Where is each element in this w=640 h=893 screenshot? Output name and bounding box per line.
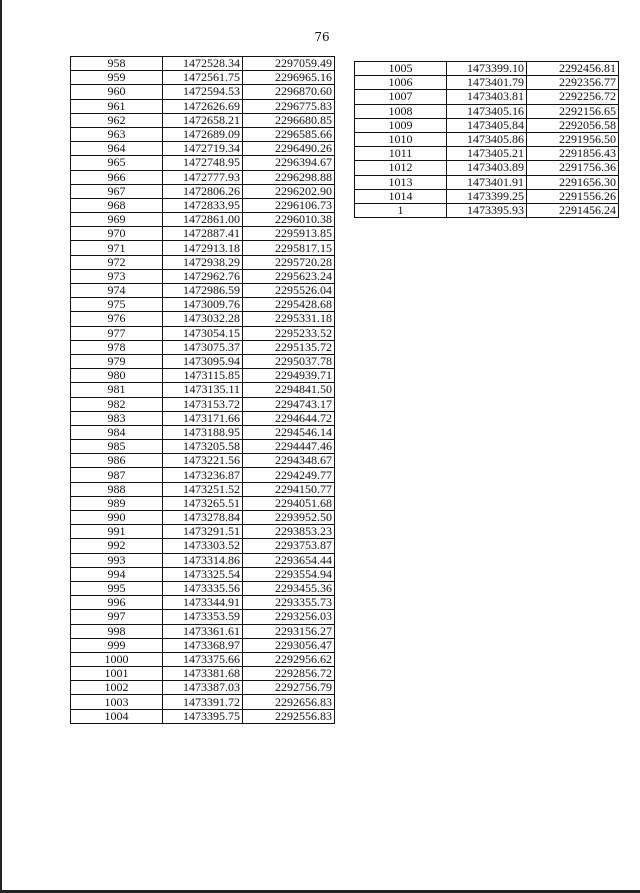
- point-number-cell: 982: [71, 397, 163, 411]
- point-number-cell: 964: [71, 142, 163, 156]
- table-row: [355, 161, 619, 175]
- point-number-cell: 971: [71, 241, 163, 255]
- point-number-cell: 963: [71, 127, 163, 141]
- table-row: [71, 354, 335, 368]
- x-coordinate-cell: 1472938.29: [163, 255, 243, 269]
- x-coordinate-cell: 1473391.72: [163, 695, 243, 709]
- x-coordinate-cell: 1473278.84: [163, 511, 243, 525]
- point-number-cell: 975: [71, 298, 163, 312]
- table-row: [71, 425, 335, 439]
- point-number-cell: 973: [71, 269, 163, 283]
- point-number-cell: 966: [71, 170, 163, 184]
- y-coordinate-cell: 2292756.79: [243, 681, 335, 695]
- x-coordinate-cell: 1473303.52: [163, 539, 243, 553]
- y-coordinate-cell: 2291456.24: [527, 203, 619, 217]
- x-coordinate-cell: 1473205.58: [163, 440, 243, 454]
- x-coordinate-cell: 1472913.18: [163, 241, 243, 255]
- x-coordinate-cell: 1472626.69: [163, 99, 243, 113]
- point-number-cell: 968: [71, 198, 163, 212]
- y-coordinate-cell: 2293654.44: [243, 553, 335, 567]
- point-number-cell: 989: [71, 496, 163, 510]
- table-row: [71, 454, 335, 468]
- x-coordinate-cell: 1473265.51: [163, 496, 243, 510]
- point-number-cell: 972: [71, 255, 163, 269]
- y-coordinate-cell: 2291556.26: [527, 189, 619, 203]
- x-coordinate-cell: 1472861.00: [163, 213, 243, 227]
- y-coordinate-cell: 2295135.72: [243, 340, 335, 354]
- point-number-cell: 984: [71, 425, 163, 439]
- y-coordinate-cell: 2295720.28: [243, 255, 335, 269]
- table-row: [355, 90, 619, 104]
- y-coordinate-cell: 2293256.03: [243, 610, 335, 624]
- x-coordinate-cell: 1473171.66: [163, 411, 243, 425]
- table-row: [71, 198, 335, 212]
- table-row: [71, 539, 335, 553]
- x-coordinate-cell: 1472658.21: [163, 113, 243, 127]
- table-row: [71, 440, 335, 454]
- table-row: [71, 567, 335, 581]
- coordinates-table-right-body: [355, 62, 619, 218]
- table-row: [71, 170, 335, 184]
- x-coordinate-cell: 1473153.72: [163, 397, 243, 411]
- x-coordinate-cell: 1473054.15: [163, 326, 243, 340]
- table-row: [71, 142, 335, 156]
- table-row: [71, 709, 335, 723]
- table-row: [355, 203, 619, 217]
- table-row: [71, 553, 335, 567]
- x-coordinate-cell: 1473403.89: [447, 161, 527, 175]
- coordinates-table-left-body: [71, 57, 335, 724]
- point-number-cell: 1012: [355, 161, 447, 175]
- point-number-cell: 969: [71, 213, 163, 227]
- x-coordinate-cell: 1473405.84: [447, 118, 527, 132]
- table-row: [71, 511, 335, 525]
- y-coordinate-cell: 2294743.17: [243, 397, 335, 411]
- y-coordinate-cell: 2292356.77: [527, 76, 619, 90]
- point-number-cell: 967: [71, 184, 163, 198]
- x-coordinate-cell: 1473344.91: [163, 596, 243, 610]
- point-number-cell: 1008: [355, 104, 447, 118]
- point-number-cell: 995: [71, 581, 163, 595]
- point-number-cell: 959: [71, 71, 163, 85]
- x-coordinate-cell: 1473009.76: [163, 298, 243, 312]
- point-number-cell: 1006: [355, 76, 447, 90]
- y-coordinate-cell: 2295331.18: [243, 312, 335, 326]
- point-number-cell: 1000: [71, 652, 163, 666]
- table-row: [71, 695, 335, 709]
- point-number-cell: 985: [71, 440, 163, 454]
- x-coordinate-cell: 1473401.79: [447, 76, 527, 90]
- y-coordinate-cell: 2296010.38: [243, 213, 335, 227]
- y-coordinate-cell: 2292256.72: [527, 90, 619, 104]
- y-coordinate-cell: 2294939.71: [243, 369, 335, 383]
- y-coordinate-cell: 2296298.88: [243, 170, 335, 184]
- y-coordinate-cell: 2291756.36: [527, 161, 619, 175]
- y-coordinate-cell: 2292956.62: [243, 652, 335, 666]
- page-number: 76: [314, 30, 330, 44]
- x-coordinate-cell: 1472748.95: [163, 156, 243, 170]
- x-coordinate-cell: 1473399.25: [447, 189, 527, 203]
- y-coordinate-cell: 2293355.73: [243, 596, 335, 610]
- point-number-cell: 987: [71, 468, 163, 482]
- x-coordinate-cell: 1473095.94: [163, 354, 243, 368]
- table-row: [71, 482, 335, 496]
- table-row: [71, 57, 335, 71]
- table-row: [355, 175, 619, 189]
- x-coordinate-cell: 1473115.85: [163, 369, 243, 383]
- x-coordinate-cell: 1473032.28: [163, 312, 243, 326]
- table-row: [71, 369, 335, 383]
- y-coordinate-cell: 2294249.77: [243, 468, 335, 482]
- x-coordinate-cell: 1472986.59: [163, 284, 243, 298]
- point-number-cell: 962: [71, 113, 163, 127]
- table-row: [71, 227, 335, 241]
- y-coordinate-cell: 2295623.24: [243, 269, 335, 283]
- point-number-cell: 983: [71, 411, 163, 425]
- point-number-cell: 999: [71, 638, 163, 652]
- y-coordinate-cell: 2295817.15: [243, 241, 335, 255]
- point-number-cell: 1: [355, 203, 447, 217]
- x-coordinate-cell: 1473375.66: [163, 652, 243, 666]
- point-number-cell: 1002: [71, 681, 163, 695]
- x-coordinate-cell: 1473221.56: [163, 454, 243, 468]
- x-coordinate-cell: 1472806.26: [163, 184, 243, 198]
- point-number-cell: 958: [71, 57, 163, 71]
- table-row: [71, 213, 335, 227]
- table-row: [71, 241, 335, 255]
- point-number-cell: 1007: [355, 90, 447, 104]
- point-number-cell: 986: [71, 454, 163, 468]
- x-coordinate-cell: 1473361.61: [163, 624, 243, 638]
- x-coordinate-cell: 1472962.76: [163, 269, 243, 283]
- y-coordinate-cell: 2294051.68: [243, 496, 335, 510]
- point-number-cell: 976: [71, 312, 163, 326]
- y-coordinate-cell: 2294546.14: [243, 425, 335, 439]
- y-coordinate-cell: 2293753.87: [243, 539, 335, 553]
- table-row: [71, 184, 335, 198]
- x-coordinate-cell: 1473381.68: [163, 667, 243, 681]
- point-number-cell: 981: [71, 383, 163, 397]
- y-coordinate-cell: 2296202.90: [243, 184, 335, 198]
- point-number-cell: 1009: [355, 118, 447, 132]
- table-row: [71, 624, 335, 638]
- x-coordinate-cell: 1473387.03: [163, 681, 243, 695]
- y-coordinate-cell: 2296106.73: [243, 198, 335, 212]
- y-coordinate-cell: 2295037.78: [243, 354, 335, 368]
- point-number-cell: 1013: [355, 175, 447, 189]
- point-number-cell: 961: [71, 99, 163, 113]
- x-coordinate-cell: 1472719.34: [163, 142, 243, 156]
- x-coordinate-cell: 1473325.54: [163, 567, 243, 581]
- table-row: [71, 667, 335, 681]
- y-coordinate-cell: 2291656.30: [527, 175, 619, 189]
- y-coordinate-cell: 2292856.72: [243, 667, 335, 681]
- point-number-cell: 974: [71, 284, 163, 298]
- table-row: [71, 284, 335, 298]
- x-coordinate-cell: 1473236.87: [163, 468, 243, 482]
- y-coordinate-cell: 2296870.60: [243, 85, 335, 99]
- table-row: [355, 76, 619, 90]
- point-number-cell: 965: [71, 156, 163, 170]
- x-coordinate-cell: 1473291.51: [163, 525, 243, 539]
- y-coordinate-cell: 2294348.67: [243, 454, 335, 468]
- point-number-cell: 998: [71, 624, 163, 638]
- table-row: [71, 638, 335, 652]
- y-coordinate-cell: 2294644.72: [243, 411, 335, 425]
- point-number-cell: 1001: [71, 667, 163, 681]
- table-row: [355, 104, 619, 118]
- x-coordinate-cell: 1473075.37: [163, 340, 243, 354]
- y-coordinate-cell: 2295428.68: [243, 298, 335, 312]
- table-row: [71, 113, 335, 127]
- point-number-cell: 996: [71, 596, 163, 610]
- table-row: [71, 298, 335, 312]
- y-coordinate-cell: 2292456.81: [527, 62, 619, 76]
- y-coordinate-cell: 2292156.65: [527, 104, 619, 118]
- coordinates-table-left: [70, 56, 335, 724]
- y-coordinate-cell: 2293156.27: [243, 624, 335, 638]
- x-coordinate-cell: 1473135.11: [163, 383, 243, 397]
- x-coordinate-cell: 1472777.93: [163, 170, 243, 184]
- point-number-cell: 1005: [355, 62, 447, 76]
- x-coordinate-cell: 1473399.10: [447, 62, 527, 76]
- point-number-cell: 977: [71, 326, 163, 340]
- y-coordinate-cell: 2292556.83: [243, 709, 335, 723]
- y-coordinate-cell: 2293853.23: [243, 525, 335, 539]
- y-coordinate-cell: 2293056.47: [243, 638, 335, 652]
- x-coordinate-cell: 1473405.86: [447, 132, 527, 146]
- y-coordinate-cell: 2294841.50: [243, 383, 335, 397]
- y-coordinate-cell: 2293952.50: [243, 511, 335, 525]
- table-row: [71, 411, 335, 425]
- table-row: [71, 681, 335, 695]
- table-row: [355, 118, 619, 132]
- table-row: [71, 525, 335, 539]
- x-coordinate-cell: 1473353.59: [163, 610, 243, 624]
- x-coordinate-cell: 1472528.34: [163, 57, 243, 71]
- point-number-cell: 992: [71, 539, 163, 553]
- point-number-cell: 979: [71, 354, 163, 368]
- y-coordinate-cell: 2293554.94: [243, 567, 335, 581]
- y-coordinate-cell: 2294150.77: [243, 482, 335, 496]
- point-number-cell: 970: [71, 227, 163, 241]
- x-coordinate-cell: 1472561.75: [163, 71, 243, 85]
- point-number-cell: 1014: [355, 189, 447, 203]
- x-coordinate-cell: 1473251.52: [163, 482, 243, 496]
- table-row: [71, 99, 335, 113]
- table-row: [71, 269, 335, 283]
- x-coordinate-cell: 1473368.97: [163, 638, 243, 652]
- x-coordinate-cell: 1472689.09: [163, 127, 243, 141]
- x-coordinate-cell: 1473403.81: [447, 90, 527, 104]
- point-number-cell: 1003: [71, 695, 163, 709]
- y-coordinate-cell: 2296965.16: [243, 71, 335, 85]
- table-row: [71, 496, 335, 510]
- point-number-cell: 990: [71, 511, 163, 525]
- table-row: [71, 468, 335, 482]
- y-coordinate-cell: 2293455.36: [243, 581, 335, 595]
- y-coordinate-cell: 2295526.04: [243, 284, 335, 298]
- y-coordinate-cell: 2296394.67: [243, 156, 335, 170]
- table-row: [71, 596, 335, 610]
- y-coordinate-cell: 2295233.52: [243, 326, 335, 340]
- y-coordinate-cell: 2291956.50: [527, 132, 619, 146]
- point-number-cell: 960: [71, 85, 163, 99]
- x-coordinate-cell: 1472833.95: [163, 198, 243, 212]
- table-row: [355, 132, 619, 146]
- y-coordinate-cell: 2291856.43: [527, 147, 619, 161]
- y-coordinate-cell: 2296680.85: [243, 113, 335, 127]
- x-coordinate-cell: 1473405.16: [447, 104, 527, 118]
- table-row: [71, 340, 335, 354]
- point-number-cell: 993: [71, 553, 163, 567]
- x-coordinate-cell: 1472594.53: [163, 85, 243, 99]
- point-number-cell: 994: [71, 567, 163, 581]
- coordinates-table-right: [354, 61, 619, 218]
- table-row: [71, 581, 335, 595]
- table-row: [71, 127, 335, 141]
- y-coordinate-cell: 2297059.49: [243, 57, 335, 71]
- x-coordinate-cell: 1473395.75: [163, 709, 243, 723]
- y-coordinate-cell: 2292056.58: [527, 118, 619, 132]
- table-row: [71, 326, 335, 340]
- x-coordinate-cell: 1473335.56: [163, 581, 243, 595]
- y-coordinate-cell: 2295913.85: [243, 227, 335, 241]
- y-coordinate-cell: 2296490.26: [243, 142, 335, 156]
- point-number-cell: 997: [71, 610, 163, 624]
- x-coordinate-cell: 1473188.95: [163, 425, 243, 439]
- table-row: [71, 312, 335, 326]
- point-number-cell: 980: [71, 369, 163, 383]
- y-coordinate-cell: 2294447.46: [243, 440, 335, 454]
- table-row: [71, 610, 335, 624]
- point-number-cell: 991: [71, 525, 163, 539]
- table-row: [71, 85, 335, 99]
- x-coordinate-cell: 1473395.93: [447, 203, 527, 217]
- table-row: [71, 397, 335, 411]
- x-coordinate-cell: 1473401.91: [447, 175, 527, 189]
- table-row: [71, 255, 335, 269]
- table-row: [355, 62, 619, 76]
- x-coordinate-cell: 1473314.86: [163, 553, 243, 567]
- y-coordinate-cell: 2292656.83: [243, 695, 335, 709]
- y-coordinate-cell: 2296775.83: [243, 99, 335, 113]
- point-number-cell: 1004: [71, 709, 163, 723]
- table-row: [355, 147, 619, 161]
- table-row: [355, 189, 619, 203]
- point-number-cell: 1010: [355, 132, 447, 146]
- point-number-cell: 978: [71, 340, 163, 354]
- point-number-cell: 1011: [355, 147, 447, 161]
- y-coordinate-cell: 2296585.66: [243, 127, 335, 141]
- x-coordinate-cell: 1473405.21: [447, 147, 527, 161]
- table-row: [71, 156, 335, 170]
- point-number-cell: 988: [71, 482, 163, 496]
- table-row: [71, 383, 335, 397]
- x-coordinate-cell: 1472887.41: [163, 227, 243, 241]
- table-row: [71, 71, 335, 85]
- table-row: [71, 652, 335, 666]
